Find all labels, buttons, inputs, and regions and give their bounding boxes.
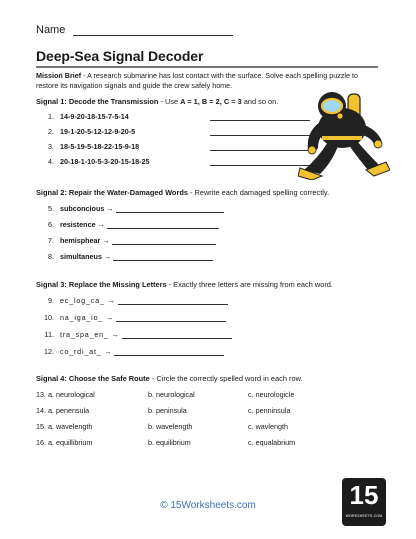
code-text: 14-9-20-18-15-7-5-14 bbox=[60, 112, 129, 121]
signal2-heading bbox=[36, 188, 329, 197]
footer-link[interactable]: © 15Worksheets.com bbox=[160, 500, 256, 511]
list-item bbox=[36, 220, 219, 229]
choice-c[interactable]: c. wavlength bbox=[248, 422, 288, 431]
answer-line[interactable] bbox=[116, 313, 226, 322]
signal4-heading bbox=[36, 374, 303, 383]
name-label: Name bbox=[36, 24, 66, 36]
page-title: Deep-Sea Signal Decoder bbox=[36, 48, 204, 64]
item-number: 9. bbox=[48, 296, 54, 305]
signal1-instr-bold: A = 1, B = 2, C = 3 bbox=[180, 97, 242, 106]
signal4-title: Signal 4: Choose the Safe Route bbox=[36, 374, 150, 383]
answer-line[interactable] bbox=[107, 220, 219, 229]
list-item bbox=[36, 330, 232, 339]
code-text: 18-5-19-5-18-22-15-9-18 bbox=[60, 142, 140, 151]
answer-line[interactable] bbox=[122, 330, 232, 339]
signal1-instr-pre: - Use bbox=[158, 97, 181, 106]
list-item bbox=[36, 236, 216, 245]
list-item bbox=[36, 157, 310, 166]
damaged-word: hemisphear bbox=[60, 236, 101, 245]
missing-letters-word: tra_spa_en_ → bbox=[60, 330, 120, 339]
damaged-word: resistence bbox=[60, 220, 96, 229]
signal1-title: Signal 1: Decode the Transmission bbox=[36, 97, 159, 106]
answer-line[interactable] bbox=[116, 204, 224, 213]
brief-text: - A research submarine has lost contact with the surface. Solve each spelling puzzle to restore its navigation signals and guide the crew safely home. bbox=[36, 71, 359, 91]
signal1-heading bbox=[36, 97, 278, 106]
damaged-word: subconcious bbox=[60, 204, 105, 213]
diver-mask-icon bbox=[322, 99, 342, 113]
item-number: 2. bbox=[48, 127, 54, 136]
list-item bbox=[36, 204, 224, 213]
item-number: 11. bbox=[44, 330, 54, 339]
missing-letters-word: co_rdi_at_ → bbox=[60, 347, 113, 356]
choice-b[interactable]: b. equilibrium bbox=[148, 438, 191, 447]
choice-b[interactable]: b. wavelength bbox=[148, 422, 193, 431]
diver-belt bbox=[322, 136, 362, 140]
choice-a[interactable]: 16. a. equillibrium bbox=[36, 438, 93, 447]
signal2-title: Signal 2: Repair the Water-Damaged Words bbox=[36, 188, 188, 197]
damaged-word: simultaneus bbox=[60, 252, 102, 261]
code-text: 19-1-20-5-12-12-9-20-5 bbox=[60, 127, 136, 136]
signal1-instr-post: and so on. bbox=[241, 97, 279, 106]
item-number: 8. bbox=[48, 252, 54, 261]
list-item bbox=[36, 252, 213, 261]
signal2-instr: - Rewrite each damaged spelling correctly. bbox=[187, 188, 330, 197]
answer-line[interactable] bbox=[118, 296, 228, 305]
arrow-icon: → bbox=[103, 252, 112, 261]
answer-line[interactable] bbox=[113, 252, 213, 261]
answer-line[interactable] bbox=[210, 157, 310, 166]
list-item bbox=[36, 112, 310, 121]
signal3-heading bbox=[36, 280, 333, 289]
item-number: 3. bbox=[48, 142, 54, 151]
item-number: 6. bbox=[48, 220, 54, 229]
brief-label: Mission Brief bbox=[36, 71, 82, 80]
name-field bbox=[36, 24, 233, 36]
item-number: 5. bbox=[48, 204, 54, 213]
choice-a[interactable]: 15. a. wavelength bbox=[36, 422, 93, 431]
signal4-instr: - Circle the correctly spelled word in each row. bbox=[149, 374, 303, 383]
answer-line[interactable] bbox=[210, 142, 310, 151]
choice-b[interactable]: b. neurological bbox=[148, 390, 195, 399]
signal3-instr: - Exactly three letters are missing from each word. bbox=[166, 280, 333, 289]
diver-illustration bbox=[298, 84, 390, 180]
title-divider bbox=[36, 66, 378, 68]
choice-a[interactable]: 14. a. penensula bbox=[36, 406, 90, 415]
choice-c[interactable]: c. equalabrium bbox=[248, 438, 296, 447]
choice-c[interactable]: c. penninsula bbox=[248, 406, 291, 415]
missing-letters-word: na_iga_io_ → bbox=[60, 313, 114, 322]
choice-c[interactable]: c. neurologicle bbox=[248, 390, 295, 399]
logo-number: 15 bbox=[349, 480, 379, 510]
choice-b[interactable]: b. peninsula bbox=[148, 406, 187, 415]
item-number: 12. bbox=[44, 347, 54, 356]
missing-letters-word: ec_log_ca_ → bbox=[60, 296, 116, 305]
choice-a[interactable]: 13. a. neurological bbox=[36, 390, 95, 399]
answer-line[interactable] bbox=[112, 236, 216, 245]
list-item bbox=[36, 347, 224, 356]
answer-line[interactable] bbox=[210, 112, 310, 121]
list-item bbox=[36, 313, 226, 322]
code-text: 20-18-1-10-5-3-20-15-18-25 bbox=[60, 157, 150, 166]
signal3-title: Signal 3: Replace the Missing Letters bbox=[36, 280, 167, 289]
item-number: 4. bbox=[48, 157, 54, 166]
list-item bbox=[36, 296, 228, 305]
item-number: 7. bbox=[48, 236, 54, 245]
answer-line[interactable] bbox=[114, 347, 224, 356]
item-number: 10. bbox=[44, 313, 54, 322]
arrow-icon: → bbox=[102, 236, 110, 245]
arrow-icon: → bbox=[106, 204, 114, 213]
list-item bbox=[36, 142, 310, 151]
answer-line[interactable] bbox=[210, 127, 310, 136]
list-item bbox=[36, 127, 310, 136]
logo-text: WORKSHEETS.COM bbox=[345, 514, 383, 518]
item-number: 1. bbox=[48, 112, 54, 121]
name-line[interactable] bbox=[73, 25, 233, 36]
arrow-icon: → bbox=[97, 220, 105, 229]
